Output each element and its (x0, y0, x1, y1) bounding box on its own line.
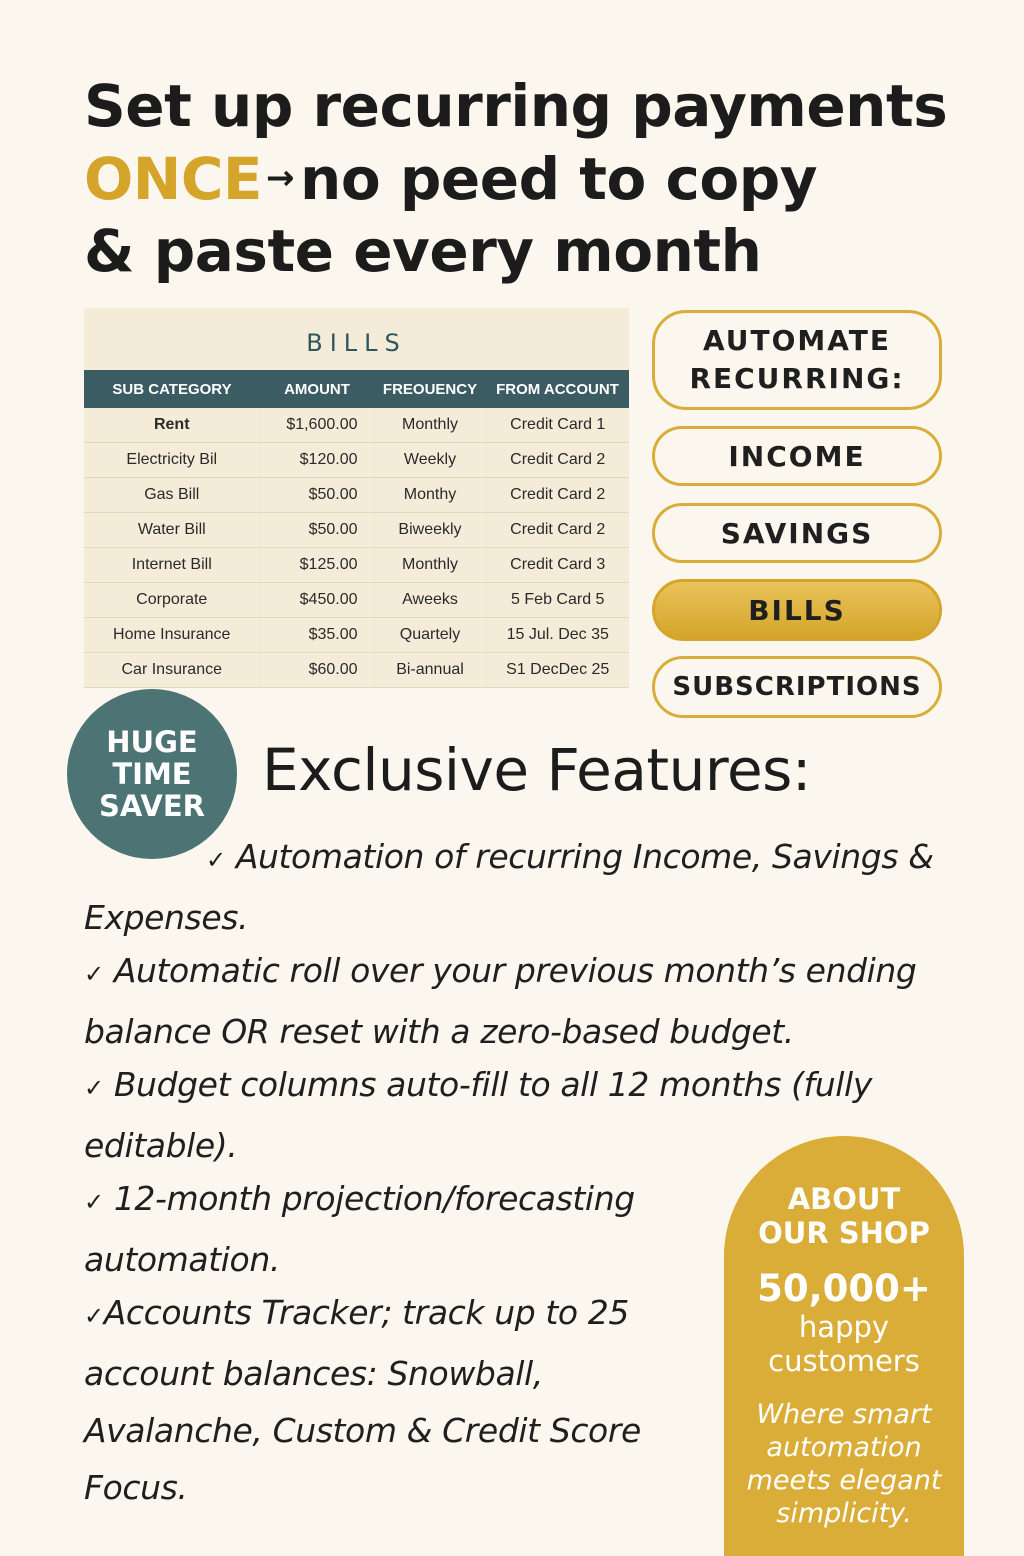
table-header-row (84, 370, 629, 408)
feature-text: Automation of recurring Income, Savings & Expenses. (84, 837, 934, 937)
feature-item (84, 828, 964, 946)
about-heading-line-2: OUR SHOP (758, 1216, 930, 1250)
column-header-sub-category: SUB CATEGORY (84, 370, 260, 408)
shop-tagline: Where smart automation meets elegant simplicity. (746, 1399, 942, 1529)
headline (84, 70, 984, 287)
feature-item (84, 1170, 704, 1288)
subscriptions-pill: SUBSCRIPTIONS (652, 656, 942, 718)
cell-amount: $60.00 (260, 653, 374, 688)
check-icon: ✓ (84, 960, 104, 988)
table-row (84, 408, 629, 443)
column-header-from-account: FROM ACCOUNT (486, 370, 629, 408)
cell-frequency: Biweekly (374, 513, 486, 548)
customer-label-1: happy (798, 1310, 890, 1344)
headline-line-1: Set up recurring payments (84, 72, 948, 140)
bills-table-title: BILLS (306, 329, 407, 357)
cell-frequency: Monthly (374, 548, 486, 583)
feature-text: Budget columns auto-fill to all 12 months (fully editable). (84, 1065, 872, 1165)
table-row (84, 548, 629, 583)
cell-amount: $50.00 (260, 478, 374, 513)
cell-amount: $125.00 (260, 548, 374, 583)
check-icon: ✓ (84, 1074, 104, 1102)
table-row (84, 478, 629, 513)
feature-item (84, 942, 964, 1060)
cell-frequency: Weekly (374, 443, 486, 478)
cell-amount: $450.00 (260, 583, 374, 618)
feature-text: Automatic roll over your previous month’s ending balance OR reset with a zero-based budget. (84, 951, 917, 1051)
cell-account: Credit Card 2 (486, 443, 629, 478)
arrow-right-icon: → (266, 158, 295, 198)
cell-account: S1 DecDec 25 (486, 653, 629, 688)
cell-category: Home Insurance (84, 618, 260, 653)
bills-grid (84, 370, 629, 688)
table-row (84, 653, 629, 688)
cell-account: 15 Jul. Dec 35 (486, 618, 629, 653)
cell-amount: $35.00 (260, 618, 374, 653)
cell-amount: $120.00 (260, 443, 374, 478)
bills-table (84, 308, 629, 688)
feature-item (84, 1284, 704, 1516)
cell-account: Credit Card 3 (486, 548, 629, 583)
cell-amount: $50.00 (260, 513, 374, 548)
table-row (84, 618, 629, 653)
automate-title-line-2: RECURRING: (689, 362, 905, 395)
cell-frequency: Aweeks (374, 583, 486, 618)
cell-category: Car Insurance (84, 653, 260, 688)
cell-frequency: Monthy (374, 478, 486, 513)
cell-category: Corporate (84, 583, 260, 618)
cell-category: Electricity Bil (84, 443, 260, 478)
about-heading-line-1: ABOUT (787, 1182, 901, 1216)
feature-text: 12-month projection/forecasting automation. (84, 1179, 635, 1279)
table-row (84, 443, 629, 478)
cell-frequency: Monthly (374, 408, 486, 443)
features-title: Exclusive Features: (262, 736, 811, 804)
check-icon: ✓ (84, 1302, 104, 1330)
cell-amount: $1,600.00 (260, 408, 374, 443)
automate-recurring-pill (652, 310, 942, 410)
customer-count: 50,000+ (757, 1267, 931, 1310)
headline-line-2: no peed to copy (300, 145, 818, 213)
automate-title-line-1: AUTOMATE (702, 324, 892, 357)
cell-account: Credit Card 2 (486, 478, 629, 513)
cell-category: Gas Bill (84, 478, 260, 513)
bills-pill: BILLS (652, 579, 942, 641)
check-icon: ✓ (84, 1188, 104, 1216)
badge-line-2: TIME (112, 757, 192, 791)
cell-category: Internet Bill (84, 548, 260, 583)
cell-account: Credit Card 1 (486, 408, 629, 443)
income-pill: INCOME (652, 426, 942, 486)
feature-text: Accounts Tracker; track up to 25 account balances: Snowball, Avalanche, Custom & Credit Score Focus. (84, 1293, 641, 1507)
cell-frequency: Quartely (374, 618, 486, 653)
cell-category: Rent (84, 408, 260, 443)
check-icon: ✓ (206, 846, 226, 874)
cell-category: Water Bill (84, 513, 260, 548)
about-shop-card (724, 1136, 964, 1556)
cell-frequency: Bi-annual (374, 653, 486, 688)
cell-account: Credit Card 2 (486, 513, 629, 548)
table-row (84, 513, 629, 548)
savings-pill: SAVINGS (652, 503, 942, 563)
badge-line-3: SAVER (99, 789, 205, 823)
headline-accent-once: ONCE (84, 145, 263, 213)
headline-line-3: & paste every month (84, 217, 762, 285)
column-header-frequency: FREOUENCY (374, 370, 486, 408)
customer-label-2: customers (768, 1344, 920, 1378)
table-row (84, 583, 629, 618)
badge-line-1: HUGE (106, 725, 198, 759)
column-header-amount: AMOUNT (260, 370, 374, 408)
cell-account: 5 Feb Card 5 (486, 583, 629, 618)
